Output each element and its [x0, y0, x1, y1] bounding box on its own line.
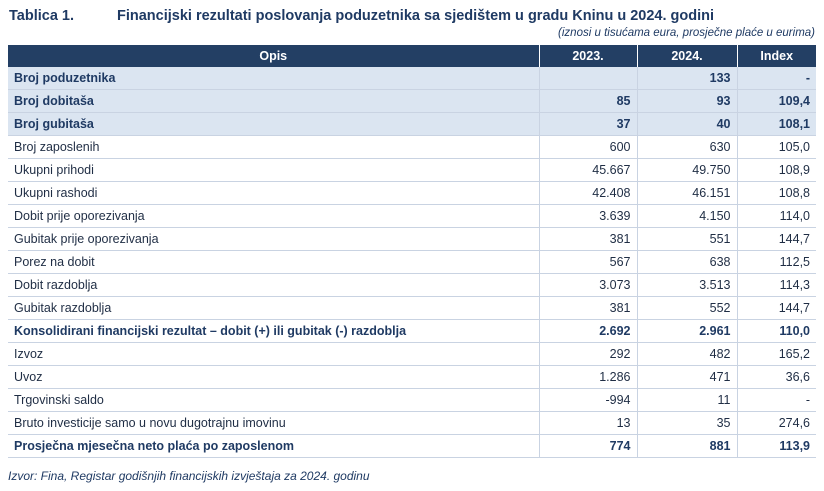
value-2023: 774	[539, 435, 637, 458]
value-2023: 1.286	[539, 366, 637, 389]
table-row	[8, 205, 816, 228]
value-2024: 638	[637, 251, 737, 274]
value-2024: 630	[637, 136, 737, 159]
value-2024: 2.961	[637, 320, 737, 343]
table-row	[8, 228, 816, 251]
row-label: Bruto investicije samo u novu dugotrajnu imovinu	[8, 412, 539, 435]
value-2024: 133	[637, 67, 737, 90]
value-2023	[539, 67, 637, 90]
row-label: Uvoz	[8, 366, 539, 389]
row-label: Gubitak razdoblja	[8, 297, 539, 320]
table-caption	[9, 6, 815, 28]
table-row	[8, 320, 816, 343]
table-row	[8, 412, 816, 435]
table-row	[8, 113, 816, 136]
value-index: 144,7	[737, 228, 816, 251]
table-row	[8, 274, 816, 297]
row-label: Gubitak prije oporezivanja	[8, 228, 539, 251]
row-label: Dobit razdoblja	[8, 274, 539, 297]
table-row	[8, 182, 816, 205]
header-2024: 2024.	[637, 45, 737, 67]
value-2024: 11	[637, 389, 737, 412]
value-2024: 46.151	[637, 182, 737, 205]
table-row	[8, 159, 816, 182]
value-2024: 881	[637, 435, 737, 458]
value-index: -	[737, 67, 816, 90]
header-opis: Opis	[8, 45, 539, 67]
row-label: Porez na dobit	[8, 251, 539, 274]
value-2023: 381	[539, 297, 637, 320]
row-label: Ukupni rashodi	[8, 182, 539, 205]
table-body	[8, 67, 816, 458]
table-row	[8, 297, 816, 320]
table-row	[8, 389, 816, 412]
value-2023: 292	[539, 343, 637, 366]
table-title: Financijski rezultati poslovanja poduzetnika sa sjedištem u gradu Kninu u 2024. godini	[117, 8, 715, 24]
value-2023: 13	[539, 412, 637, 435]
value-index: 114,0	[737, 205, 816, 228]
row-label: Dobit prije oporezivanja	[8, 205, 539, 228]
value-2024: 49.750	[637, 159, 737, 182]
value-2024: 471	[637, 366, 737, 389]
value-index: 114,3	[737, 274, 816, 297]
units-note: (iznosi u tisućama eura, prosječne plaće u eurima)	[558, 27, 815, 39]
value-2023: 37	[539, 113, 637, 136]
table-header-row	[8, 45, 816, 67]
value-index: 105,0	[737, 136, 816, 159]
value-index: 108,9	[737, 159, 816, 182]
value-2024: 93	[637, 90, 737, 113]
row-label: Broj gubitaša	[8, 113, 539, 136]
value-2024: 482	[637, 343, 737, 366]
row-label: Ukupni prihodi	[8, 159, 539, 182]
financial-results-table	[8, 45, 816, 458]
value-2023: 45.667	[539, 159, 637, 182]
table-row	[8, 435, 816, 458]
value-index: 108,1	[737, 113, 816, 136]
value-2023: 600	[539, 136, 637, 159]
value-2024: 551	[637, 228, 737, 251]
table-row	[8, 136, 816, 159]
value-2023: -994	[539, 389, 637, 412]
value-2024: 40	[637, 113, 737, 136]
value-2023: 3.639	[539, 205, 637, 228]
row-label: Broj dobitaša	[8, 90, 539, 113]
value-2023: 85	[539, 90, 637, 113]
table-row	[8, 90, 816, 113]
value-2024: 552	[637, 297, 737, 320]
row-label: Trgovinski saldo	[8, 389, 539, 412]
value-2023: 2.692	[539, 320, 637, 343]
header-index: Index	[737, 45, 816, 67]
value-2024: 3.513	[637, 274, 737, 297]
value-2023: 3.073	[539, 274, 637, 297]
value-index: 109,4	[737, 90, 816, 113]
value-2024: 35	[637, 412, 737, 435]
row-label: Broj poduzetnika	[8, 67, 539, 90]
value-index: 112,5	[737, 251, 816, 274]
value-index: 36,6	[737, 366, 816, 389]
row-label: Broj zaposlenih	[8, 136, 539, 159]
table-row	[8, 366, 816, 389]
value-index: 165,2	[737, 343, 816, 366]
value-2023: 42.408	[539, 182, 637, 205]
value-index: 108,8	[737, 182, 816, 205]
table-row	[8, 67, 816, 90]
value-2023: 567	[539, 251, 637, 274]
value-index: 113,9	[737, 435, 816, 458]
source-note: Izvor: Fina, Registar godišnjih financijskih izvještaja za 2024. godinu	[8, 469, 370, 483]
table-row	[8, 343, 816, 366]
table-row	[8, 251, 816, 274]
header-2023: 2023.	[539, 45, 637, 67]
row-label: Konsolidirani financijski rezultat – dobit (+) ili gubitak (-) razdoblja	[8, 320, 539, 343]
value-index: 110,0	[737, 320, 816, 343]
table-number: Tablica 1.	[9, 8, 75, 24]
row-label: Prosječna mjesečna neto plaća po zaposlenom	[8, 435, 539, 458]
value-2024: 4.150	[637, 205, 737, 228]
value-index: 144,7	[737, 297, 816, 320]
value-index: -	[737, 389, 816, 412]
value-2023: 381	[539, 228, 637, 251]
row-label: Izvoz	[8, 343, 539, 366]
value-index: 274,6	[737, 412, 816, 435]
